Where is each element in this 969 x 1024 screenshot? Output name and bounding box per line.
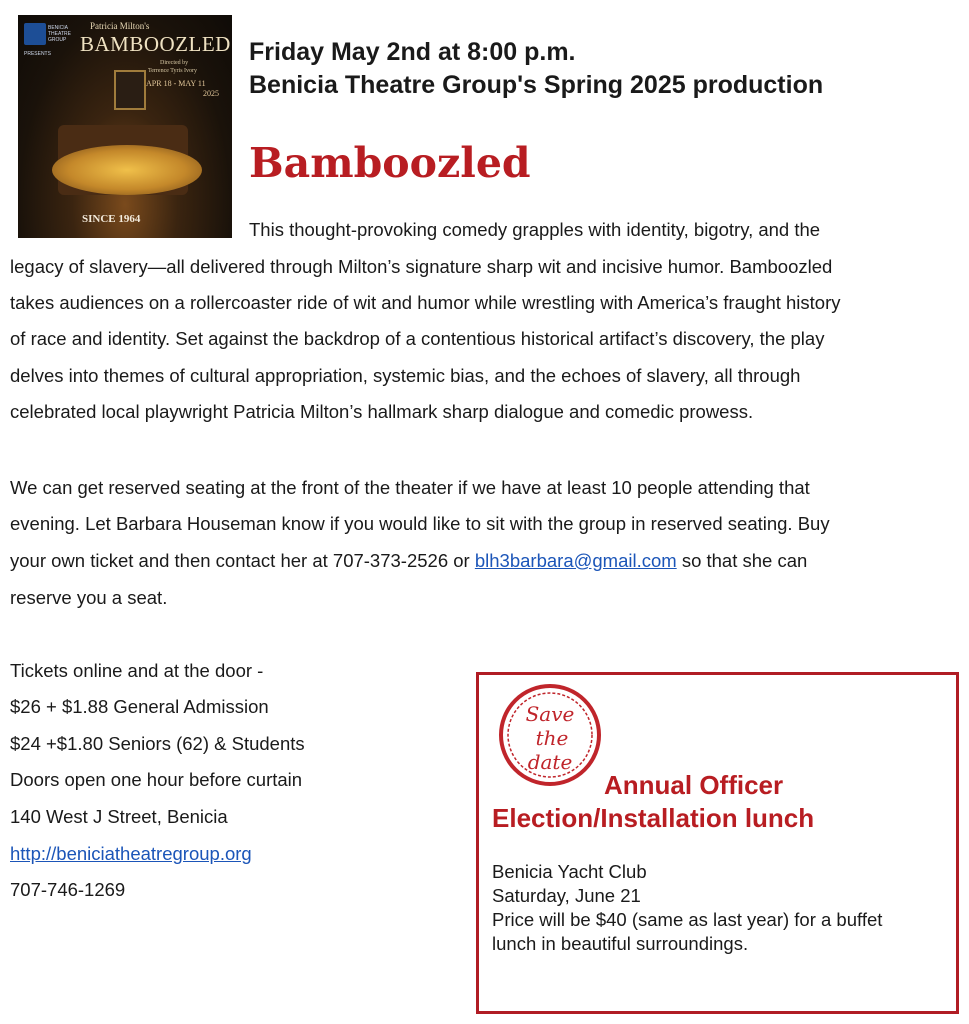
description-line-4: of race and identity. Set against the backdrop of a contentious historical artifact’s discovery, the play [10, 328, 825, 349]
reserve-line-1: We can get reserved seating at the front of the theater if we have at least 10 people attending that [10, 477, 810, 498]
email-link[interactable]: blh3barbara@gmail.com [474, 550, 677, 571]
theatre-phone: 707-746-1269 [10, 879, 126, 900]
description-line-5: delves into themes of cultural appropriation, systemic bias, and the echoes of slavery, all through [10, 365, 801, 386]
stamp-text-save: Save [525, 702, 575, 726]
reserve-line-3-text: your own ticket and then contact her at 707-373-2526 or [10, 550, 475, 571]
poster-logo-text: BENICIA THEATRE GROUP [48, 25, 71, 43]
description-line-3: takes audiences on a rollercoaster ride of wit and humor while wrestling with America’s fraught history [10, 292, 841, 313]
poster-directed-by: Directed by [160, 60, 189, 66]
reserve-line-4: reserve you a seat. [10, 587, 168, 608]
reserve-line-3 [10, 550, 807, 572]
seniors-students-price: $24 +$1.80 Seniors (62) & Students [10, 733, 305, 754]
description-line-1: This thought-provoking comedy grapples with identity, bigotry, and the [249, 219, 821, 240]
poster-director: Terrence Tyris Ivory [148, 68, 198, 74]
tickets-heading: Tickets online and at the door - [10, 660, 264, 681]
poster-since: SINCE 1964 [82, 213, 141, 225]
poster-presents: PRESENTS [24, 51, 51, 57]
save-date-title-line-1: Annual Officer [604, 770, 784, 800]
reserve-line-3-tail: so that she can [676, 550, 808, 571]
lunch-date: Saturday, June 21 [492, 885, 641, 906]
poster-dates: APR 18 - MAY 11 [146, 79, 206, 88]
reserve-line-2: evening. Let Barbara Houseman know if you would like to sit with the group in reserved seating. Buy [10, 513, 830, 534]
poster-author: Patricia Milton's [90, 21, 150, 31]
portrait-frame-icon [114, 70, 146, 110]
lunch-location: Benicia Yacht Club [492, 861, 647, 882]
lunch-price-line-1: Price will be $40 (same as last year) for a buffet [492, 909, 883, 930]
poster-title: BAMBOOZLED [80, 32, 231, 56]
stamp-text-the: the [535, 726, 569, 750]
description-line-2: legacy of slavery—all delivered through Milton’s signature sharp wit and incisive humor. Bamboozled [10, 256, 833, 277]
play-poster-image [18, 15, 232, 238]
description-line-6: celebrated local playwright Patricia Milton’s hallmark sharp dialogue and comedic prowess. [10, 401, 754, 422]
save-date-title-line-2: Election/Installation lunch [492, 803, 815, 833]
general-admission-price: $26 + $1.88 General Admission [10, 696, 269, 717]
doors-open-info: Doors open one hour before curtain [10, 769, 303, 790]
event-date-heading: Friday May 2nd at 8:00 p.m. [249, 38, 576, 66]
theatre-logo-icon [24, 23, 46, 45]
gold-coins-icon [52, 145, 202, 195]
theatre-address: 140 West J Street, Benicia [10, 806, 228, 827]
save-the-date-stamp-icon [494, 683, 606, 787]
website-link[interactable]: http://beniciatheatregroup.org [10, 843, 252, 864]
stamp-text-date: date [527, 750, 573, 774]
lunch-price-line-2: lunch in beautiful surroundings. [492, 933, 749, 954]
poster-year: 2025 [203, 89, 219, 98]
production-heading: Benicia Theatre Group's Spring 2025 production [249, 71, 824, 99]
play-title: Bamboozled [249, 139, 531, 187]
